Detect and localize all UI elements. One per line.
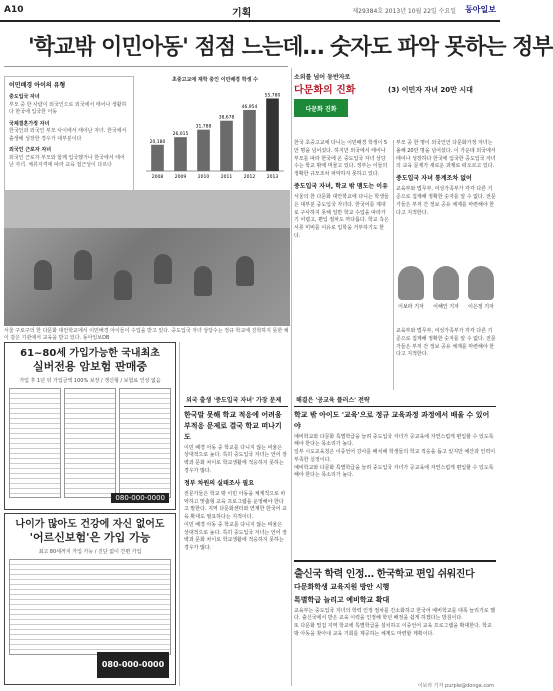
paragraph: 일부 시도교육청은 이중언어 강사를 배치해 학생들의 학교 적응을 돕고 있지만 예산과 인력이 부족한 실정이다. [294,449,496,463]
ad1-sub: 가입 후 1년 뒤 가입금액 100% 보장 / 갱신형 / 보험료 인상 없음 [19,378,161,385]
chart-bar [266,98,279,171]
chart-category-label: 2011 [220,175,233,180]
ad1-line2: 실버전용 암보험 판매중 [33,360,147,373]
page-number: A10 [4,5,24,15]
photo-wall [4,190,290,228]
issue-meta: 제29384호 2013년 10월 22일 수요일 [352,8,456,15]
ad1-table-col [64,388,116,498]
ad2-line1: 나이가 많아도 건강에 자신 없어도 [15,519,165,530]
page-header [0,0,500,22]
chart-bar [197,130,210,171]
paragraph: 전문가들은 학교 밖 이민 아동을 체계적으로 파악하고 맞춤형 교육 프로그램을 운영해야 한다고 말한다. 지역 다문화센터와 연계한 한국어 교육 확대도 필요하다는 지적이다. [184,490,287,521]
chart-value-label: 26,015 [172,132,189,138]
chart-title: 초중고교에 재학 중인 이민배경 학생 수 [172,77,258,83]
paragraph: 부모 중 한 명이 외국인인 다문화가정 자녀는 올해 20만 명을 넘어섰다. 이 가운데 외국에서 태어나 성장하다 한국에 입국한 중도입국 자녀의 교육 문제가 새로운 과제로 떠오르고 있다. [396,140,496,170]
main-headline: '학교밖 이민아동' 점점 느는데… 숫자도 파악 못하는 정부 [28,35,553,60]
column-divider [179,342,180,686]
insurance-ad-1 [4,342,176,510]
ad2-sub: 최고 80세까지 가입 가능 / 진단 없이 간편 가입 [38,549,142,556]
chart-bar [151,145,164,171]
paper-logo: 동아일보 [465,5,496,14]
info-section-title: 외국인 근로자 자녀 [9,147,52,153]
chart-category-label: 2013 [266,175,279,180]
chart-value-label: 20,180 [149,139,166,145]
column-divider [393,140,394,390]
classroom-photo [4,190,290,326]
info-section-title: 국제결혼가정 자녀 [9,120,50,127]
subhead: 정부 차원의 실태조사 필요 [184,479,255,487]
portrait-photo [468,266,494,300]
info-section-text: 외국인 근로자 부모와 함께 입국했거나 한국에서 태어난 자녀. 체류자격에 따라 교육 접근성이 다르다 [9,154,125,168]
chart-value-label: 38,678 [218,115,235,121]
info-box-title: 이민배경 아이의 유형 [9,82,66,89]
ad1-phone: 080-000-0000 [111,493,169,503]
ad2-line2: '어르신보험'은 가입 가능 [29,531,151,544]
info-section-title: 중도입국 자녀 [9,94,40,100]
lower-right-article [294,410,496,556]
article-deck: 특별학급 늘리고 예비학교 확대 [294,595,390,604]
series-title: 다문화의 진화 [294,85,356,96]
bottom-article [294,582,496,682]
headline-rule [4,66,288,67]
info-section-text: 부모 중 한 사람이 외국인으로 외국에서 태어나 생활하다 한국에 입국한 아동 [9,101,127,115]
reporter-name: 이보라 기자 [398,304,424,310]
series-badge: 다문화 진화 [294,99,348,117]
bar-chart [140,76,290,188]
series-logo [294,72,386,128]
chart-category-label: 2009 [174,175,187,180]
article-deck: 학교 밖 아이도 '교육'으로 정규 교육과정 과정에서 배울 수 있어야 [294,411,490,430]
reporter-portraits [396,266,496,324]
ad2-body [9,559,171,655]
chart-value-label: 55,780 [264,93,281,99]
ad1-table-col [9,388,61,498]
ad2-phone: 080-000-0000 [97,652,169,678]
chart-category-label: 2010 [197,175,210,180]
article-column-right [396,140,496,262]
box-head-right: 해결은 '공교육 플러스' 전략 [294,395,496,407]
chart-canvas [140,83,290,183]
insurance-ad-2 [4,513,176,685]
subhead: 중도입국 자녀, 학교 밖 맴도는 이유 [294,182,388,190]
portrait-photo [398,266,424,300]
section-name: 기획 [232,8,252,19]
chart-bar [243,110,256,171]
article-deck: 다문화학생 교육지원 방안 시행 [294,583,390,591]
article-column-right-2 [396,328,496,390]
chart-value-label: 46,954 [241,104,258,110]
paragraph: 또 다문화 밀집 지역 학교에 특별학급을 설치하고 이중언어 교육 프로그램을 확대한다. 학교 밖 아동을 찾아내 교육 기회를 제공하는 체계도 마련할 계획이다. [294,623,492,637]
reporter-name: 이은정 기자 [468,304,494,310]
reporter [431,266,461,324]
lower-left-article [184,410,288,686]
info-section-text: 한국인과 외국인 부모 사이에서 태어난 자녀. 한국에서 출생해 성장한 경우가 대부분이다 [9,128,127,142]
photo-child [154,254,172,284]
paragraph: 예비학교와 다문화 특별학급을 늘려 중도입국 자녀가 공교육에 자연스럽게 편입할 수 있도록 해야 한다는 목소리가 높다. [294,433,494,448]
chart-bar [174,137,187,171]
paragraph: 교육부와 법무부, 여성가족부가 각각 다른 기준으로 집계해 정확한 숫자를 알 수 없다. 전문가들은 부처 간 정보 공유 체계를 마련해야 한다고 지적한다. [396,328,496,358]
reporter [396,266,426,324]
bottom-headline: 출신국 학력 인정… 한국학교 편입 쉬워진다 [294,560,496,580]
photo-child [34,260,52,290]
photo-child [114,270,132,300]
article-column-mid [294,140,390,390]
byline-footer: 이보라 기자 purple@donga.com [417,683,494,689]
reporter [466,266,496,324]
reporter-name: 이해인 기자 [433,304,459,310]
photo-caption: 서울 구로구의 한 다문화 대안학교에서 이민배경 아이들이 수업을 받고 있다. 중도입국 자녀 상당수는 정규 학교에 진학하지 못한 채 이 같은 기관에서 교육을 받고 있다. 동아일보DB [4,328,289,341]
series-subtitle: (3) 이민자 자녀 20만 시대 [388,86,473,94]
photo-child [74,250,92,280]
paragraph: 예비학교와 다문화 특별학급을 늘려 중도입국 자녀가 공교육에 자연스럽게 편입할 수 있도록 해야 한다는 목소리가 높다. [294,464,494,479]
chart-bar [220,121,233,171]
photo-child [236,256,254,286]
paragraph: 서울의 한 다문화 대안학교에 다니는 학생들은 대부분 중도입국 자녀다. 한국어를 제대로 구사하지 못해 일반 학교 수업을 따라가기 어렵고, 편입 절차도 까다롭다. 학교 측은 서류 미비를 이유로 입학을 거부하기도 한다. [294,194,389,239]
ad1-table-col [119,388,171,498]
article-deck: 한국말 못해 학교 적응에 어려움 부적응 문제로 결국 학교 떠나기도 [184,411,282,441]
box-head-left: 외국 출생 '중도입국 자녀' 가장 문제 [184,395,288,407]
column-divider [291,68,292,686]
portrait-photo [433,266,459,300]
ad1-table [9,388,171,498]
series-kicker: 소외를 넘어 동반자로 [294,74,351,81]
ad1-line1: 61~80세 가입가능한 국내최초 [20,348,160,359]
chart-category-label: 2008 [151,175,164,180]
paragraph: 이민 배경 아동 중 학교를 다니지 않는 비율은 상대적으로 높다. 특히 중도입국 자녀는 언어 장벽과 문화 차이로 학교생활에 적응하지 못하는 경우가 많다. [184,521,287,552]
chart-category-label: 2012 [243,175,256,180]
paragraph: 이민 배경 아동 중 학교를 다니지 않는 비율은 상대적으로 높다. 특히 중도입국 자녀는 언어 장벽과 문화 차이로 학교생활에 적응하지 못하는 경우가 많다. [184,444,287,474]
paragraph: 한국 초중고교에 다니는 이민배경 학생이 5만 명을 넘어섰다. 하지만 외국에서 태어나 부모를 따라 한국에 온 중도입국 자녀 상당수는 학교 밖에 머물고 있다. 정부는 이들의 정확한 규모조차 파악하지 못하고 있다. [294,140,388,177]
chart-value-label: 31,788 [195,124,212,130]
paragraph: 교육부와 법무부, 여성가족부가 각각 다른 기준으로 집계해 정확한 숫자를 알 수 없다. 전문가들은 부처 간 정보 공유 체계를 마련해야 한다고 지적한다. [396,186,496,216]
subhead: 중도입국 자녀 통계조차 없어 [396,175,472,182]
photo-child [194,266,212,296]
paragraph: 교육부는 중도입국 자녀의 학력 인정 절차를 간소화하고 한국어 예비학교를 대폭 늘리기로 했다. 출신국에서 받은 교육 이력을 인정해 학년 배정을 쉽게 하겠다는 방침이다. [294,607,496,622]
